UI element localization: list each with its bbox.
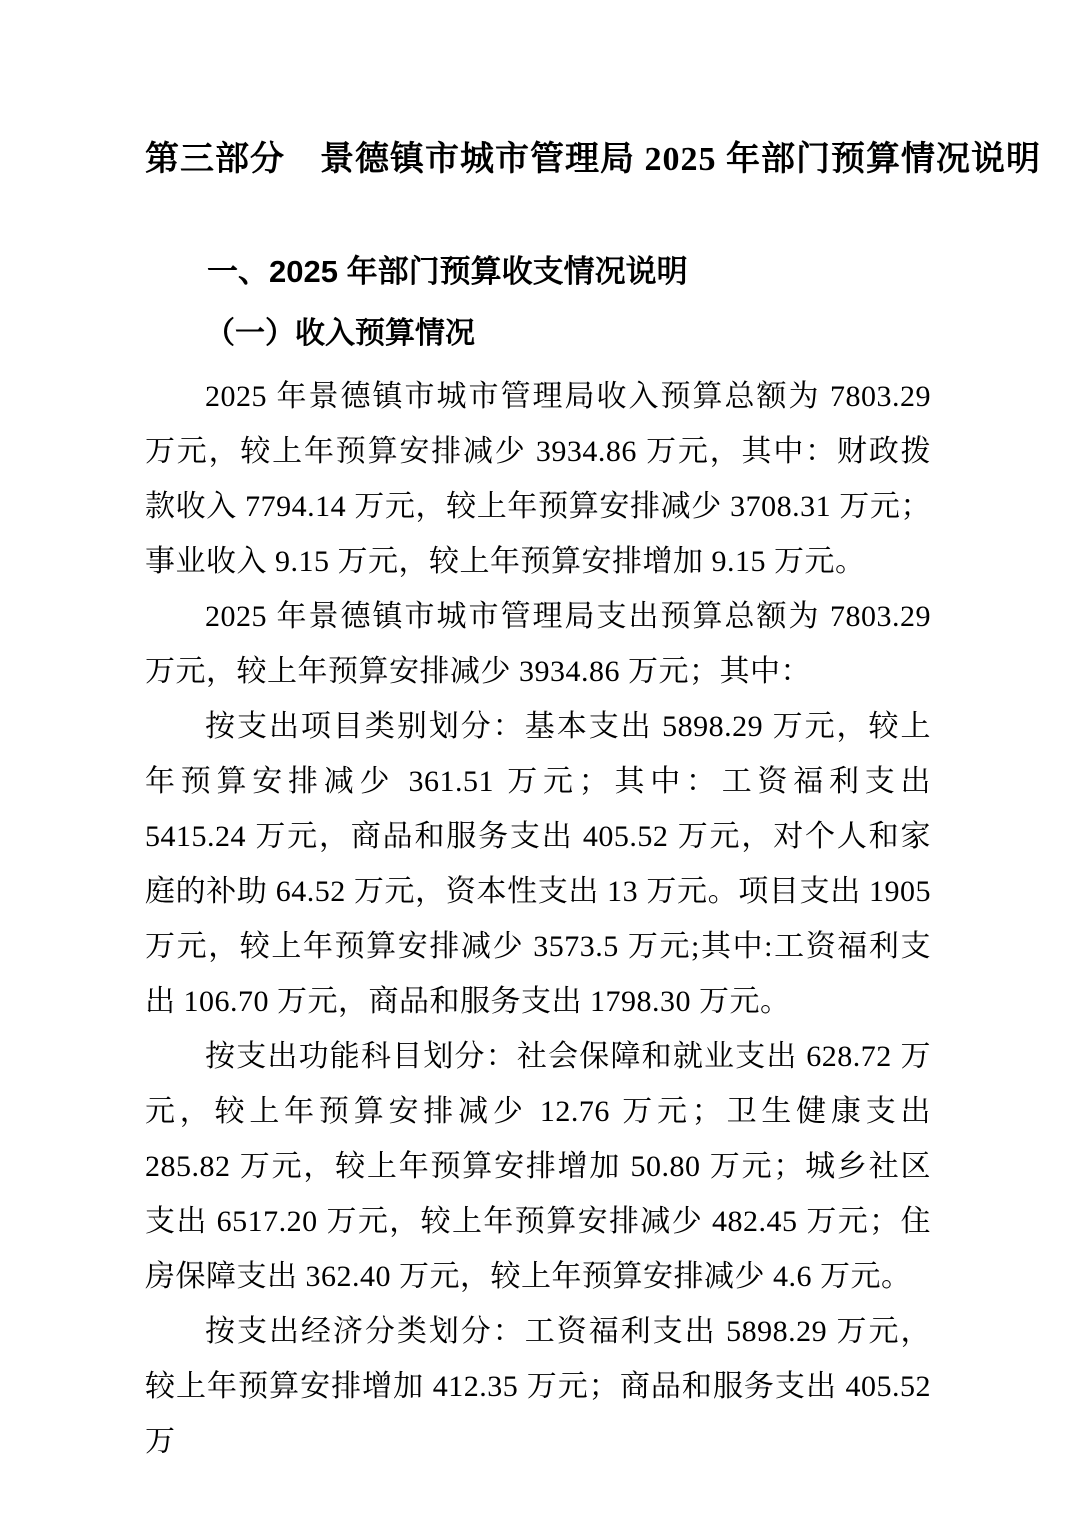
paragraph-expenditure-total: 2025 年景德镇市城市管理局支出预算总额为 7803.29 万元，较上年预算安排减少 3934.86 万元；其中： <box>145 600 931 688</box>
paragraph-by-project-category: 按支出项目类别划分：基本支出 5898.29 万元，较上年预算安排减少 361.51 万元；其中：工资福利支出 5415.24 万元，商品和服务支出 405.52 万元，对个人和家庭的补助 64.52 万元，资本性支出 13 万元。项目支出 1905 万元，较上年预算安排减少 3573.5 万元;其中:工资福利支出 106.70 万元，商品和服务支出 1798.30 万元。 <box>145 710 931 1018</box>
document-title: 第三部分 景德镇市城市管理局 2025 年部门预算情况说明 <box>145 141 1041 178</box>
page-content <box>145 138 1041 1469</box>
section-heading: 一、2025 年部门预算收支情况说明 <box>207 254 688 289</box>
paragraph-income-budget: 2025 年景德镇市城市管理局收入预算总额为 7803.29 万元，较上年预算安排减少 3934.86 万元，其中：财政拨款收入 7794.14 万元，较上年预算安排减少 3708.31 万元；事业收入 9.15 万元，较上年预算安排增加 9.15 万元。 <box>145 380 931 578</box>
body-text <box>145 369 931 1469</box>
paragraph-by-functional-subject: 按支出功能科目划分：社会保障和就业支出 628.72 万元，较上年预算安排减少 12.76 万元；卫生健康支出 285.82 万元，较上年预算安排增加 50.80 万元；城乡社区支出 6517.20 万元，较上年预算安排减少 482.45 万元；住房保障支出 362.40 万元，较上年预算安排减少 4.6 万元。 <box>145 1040 931 1293</box>
subsection-heading: （一）收入预算情况 <box>205 317 475 350</box>
paragraph-by-economic-classification: 按支出经济分类划分：工资福利支出 5898.29 万元，较上年预算安排增加 412.35 万元；商品和服务支出 405.52 万 <box>145 1315 931 1458</box>
